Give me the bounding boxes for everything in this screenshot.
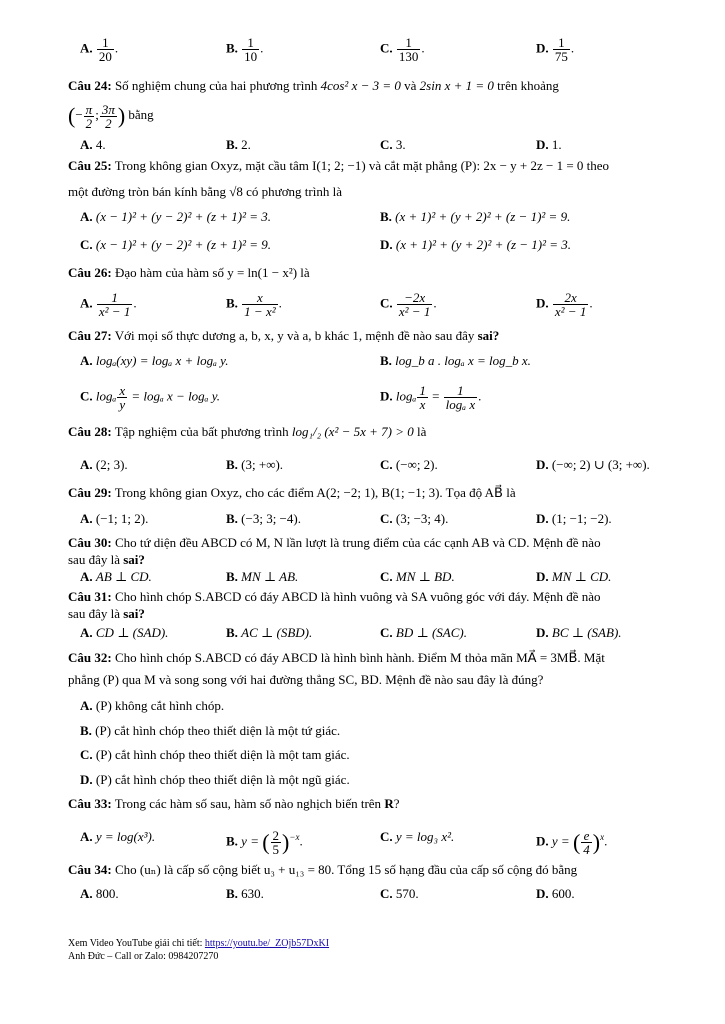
q30-stem-line1: Câu 30: Cho tứ diện đều ABCD có M, N lần lượt là trung điểm của các cạnh AB và CD. Mệnh đề nào: [68, 535, 601, 550]
q26-option-c[interactable]: C. $\frac{-2x}{\text{x² − 1}}$ .: [380, 290, 437, 319]
fraction: $\frac{1}{20}$: [98, 35, 112, 64]
q26-option-a[interactable]: A. $\frac{1}{\text{x² − 1}}$ .: [80, 290, 137, 319]
q29-option-d[interactable]: D. (1; −1; −2).: [536, 511, 612, 526]
q32-stem-line2: phẳng (P) qua M và song song với hai đường thẳng SC, BD. Mệnh đề nào sau đây là đúng?: [68, 672, 544, 687]
q30-option-b[interactable]: B. MN ⊥ AB.: [226, 569, 299, 584]
q24-option-a[interactable]: A. 4.: [80, 137, 106, 152]
q25-option-a[interactable]: A. (x − 1)² + (y − 2)² + (z + 1)² = 3.: [80, 209, 272, 224]
q29-option-a[interactable]: A. (−1; 1; 2).: [80, 511, 149, 526]
q29-stem: Câu 29: Trong không gian Oxyz, cho các điểm A(2; −2; 1), B(1; −1; 3). Tọa độ AB⃗ là: [68, 485, 516, 500]
q34-option-a[interactable]: A. 800.: [80, 886, 119, 901]
q24-stem: Câu 24: Số nghiệm chung của hai phương trình 4cos² x − 3 = 0 và 2sin x + 1 = 0 trên khoảng: [68, 78, 559, 93]
q30-stem-line2: sau đây là sai?: [68, 552, 145, 567]
footer-contact-line: Anh Đức – Call or Zalo: 0984207270: [68, 951, 219, 962]
q27-option-d[interactable]: D. logₐ $\frac{1}{x}$ = $\frac{1}{\text{logₐ x}}$ .: [380, 383, 482, 412]
q32-stem-line1: Câu 32: Cho hình chóp S.ABCD có đáy ABCD là hình bình hành. Điểm M thỏa mãn MA⃗ = 3MB⃗. Mặt: [68, 650, 605, 665]
q33-option-c[interactable]: C. y = log₃ x².: [380, 829, 455, 844]
q27-option-b[interactable]: B. log_b a . logₐ x = log_b x.: [380, 353, 531, 368]
q34-option-b[interactable]: B. 630.: [226, 886, 264, 901]
q32-option-c[interactable]: C. (P) cắt hình chóp theo thiết diện là một tam giác.: [80, 747, 350, 762]
q24-option-b[interactable]: B. 2.: [226, 137, 251, 152]
fraction: $\frac{1}{130}$: [398, 35, 419, 64]
q27-option-c[interactable]: C. logₐ $\frac{x}{y}$ = logₐ x − logₐ y.: [80, 383, 221, 412]
q28-option-a[interactable]: A. (2; 3).: [80, 457, 128, 472]
q34-option-c[interactable]: C. 570.: [380, 886, 419, 901]
q30-option-d[interactable]: D. MN ⊥ CD.: [536, 569, 612, 584]
q26-option-b[interactable]: B. $\frac{x}{\text{1 − x²}}$ .: [226, 290, 282, 319]
q25-option-b[interactable]: B. (x + 1)² + (y + 2)² + (z − 1)² = 9.: [380, 209, 571, 224]
q31-option-a[interactable]: A. CD ⊥ (SAD).: [80, 625, 169, 640]
q23-option-d[interactable]: D. $\frac{1}{75}$ .: [536, 35, 575, 64]
q29-option-c[interactable]: C. (3; −3; 4).: [380, 511, 449, 526]
q28-option-b[interactable]: B. (3; +∞).: [226, 457, 284, 472]
q23-option-b[interactable]: B. $\frac{1}{10}$ .: [226, 35, 264, 64]
q26-option-d[interactable]: D. $\frac{2x}{\text{x² − 1}}$ .: [536, 290, 593, 319]
q24-interval: (− $\frac{\pi}{2}$ ; $\frac{3\pi}{2}$ ) bằng: [68, 101, 154, 131]
q31-option-c[interactable]: C. BD ⊥ (SAC).: [380, 625, 467, 640]
q33-option-a[interactable]: A. y = log(x³).: [80, 829, 156, 844]
q25-stem-line1: Câu 25: Trong không gian Oxyz, mặt cầu tâm I(1; 2; −1) và cắt mặt phẳng (P): 2x − y + 2z − 1 = 0 theo: [68, 158, 610, 173]
q31-option-b[interactable]: B. AC ⊥ (SBD).: [226, 625, 313, 640]
q31-stem-line1: Câu 31: Cho hình chóp S.ABCD có đáy ABCD là hình vuông và SA vuông góc với đáy. Mệnh đề nào: [68, 589, 601, 604]
q23-option-a[interactable]: A. $\frac{1}{20}$ .: [80, 35, 119, 64]
q34-stem: Câu 34: Cho (uₙ) là cấp số cộng biết u₃ + u₁₃ = 80. Tổng 15 số hạng đầu của cấp số cộng đó bằng: [68, 862, 578, 877]
q31-option-d[interactable]: D. BC ⊥ (SAB).: [536, 625, 622, 640]
q23-option-c[interactable]: C. $\frac{1}{130}$ .: [380, 35, 425, 64]
q32-option-b[interactable]: B. (P) cắt hình chóp theo thiết diện là một tứ giác.: [80, 723, 341, 738]
q27-option-a[interactable]: A. logₐ(xy) = logₐ x + logₐ y.: [80, 353, 229, 368]
q33-option-b[interactable]: B. y = ( $\frac{2}{5}$ )$^{-x}$.: [226, 827, 303, 857]
q33-stem: Câu 33: Trong các hàm số sau, hàm số nào nghịch biến trên R?: [68, 796, 400, 811]
q32-option-d[interactable]: D. (P) cắt hình chóp theo thiết diện là một ngũ giác.: [80, 772, 350, 787]
q31-stem-line2: sau đây là sai?: [68, 606, 145, 621]
fraction: $\frac{1}{10}$: [244, 35, 258, 64]
q25-option-c[interactable]: C. (x − 1)² + (y − 2)² + (z + 1)² = 9.: [80, 237, 272, 252]
q34-option-d[interactable]: D. 600.: [536, 886, 575, 901]
q24-option-d[interactable]: D. 1.: [536, 137, 562, 152]
q24-option-c[interactable]: C. 3.: [380, 137, 406, 152]
q29-option-b[interactable]: B. (−3; 3; −4).: [226, 511, 301, 526]
q30-option-c[interactable]: C. MN ⊥ BD.: [380, 569, 455, 584]
q27-stem: Câu 27: Với mọi số thực dương a, b, x, y và a, b khác 1, mệnh đề nào sau đây sai?: [68, 328, 500, 343]
q25-stem-line2: một đường tròn bán kính bằng √8 có phương trình là: [68, 184, 342, 199]
q30-option-a[interactable]: A. AB ⊥ CD.: [80, 569, 152, 584]
q28-stem: Câu 28: Tập nghiệm của bất phương trình log₁/₂ (x² − 5x + 7) > 0 là: [68, 424, 427, 439]
footer-video-line: Xem Video YouTube giải chi tiết: https://youtu.be/_ZOjb57DxKI: [68, 938, 330, 949]
youtube-link[interactable]: https://youtu.be/_ZOjb57DxKI: [204, 938, 330, 949]
q32-option-a[interactable]: A. (P) không cắt hình chóp.: [80, 698, 225, 713]
q25-option-d[interactable]: D. (x + 1)² + (y + 2)² + (z − 1)² = 3.: [380, 237, 572, 252]
q33-option-d[interactable]: D. y = ( $\frac{e}{4}$ )$^x$.: [536, 827, 608, 857]
fraction: $\frac{1}{75}$: [554, 35, 568, 64]
q28-option-c[interactable]: C. (−∞; 2).: [380, 457, 438, 472]
q26-stem: Câu 26: Đạo hàm của hàm số y = ln(1 − x²) là: [68, 265, 310, 280]
q28-option-d[interactable]: D. (−∞; 2) ∪ (3; +∞).: [536, 457, 650, 472]
